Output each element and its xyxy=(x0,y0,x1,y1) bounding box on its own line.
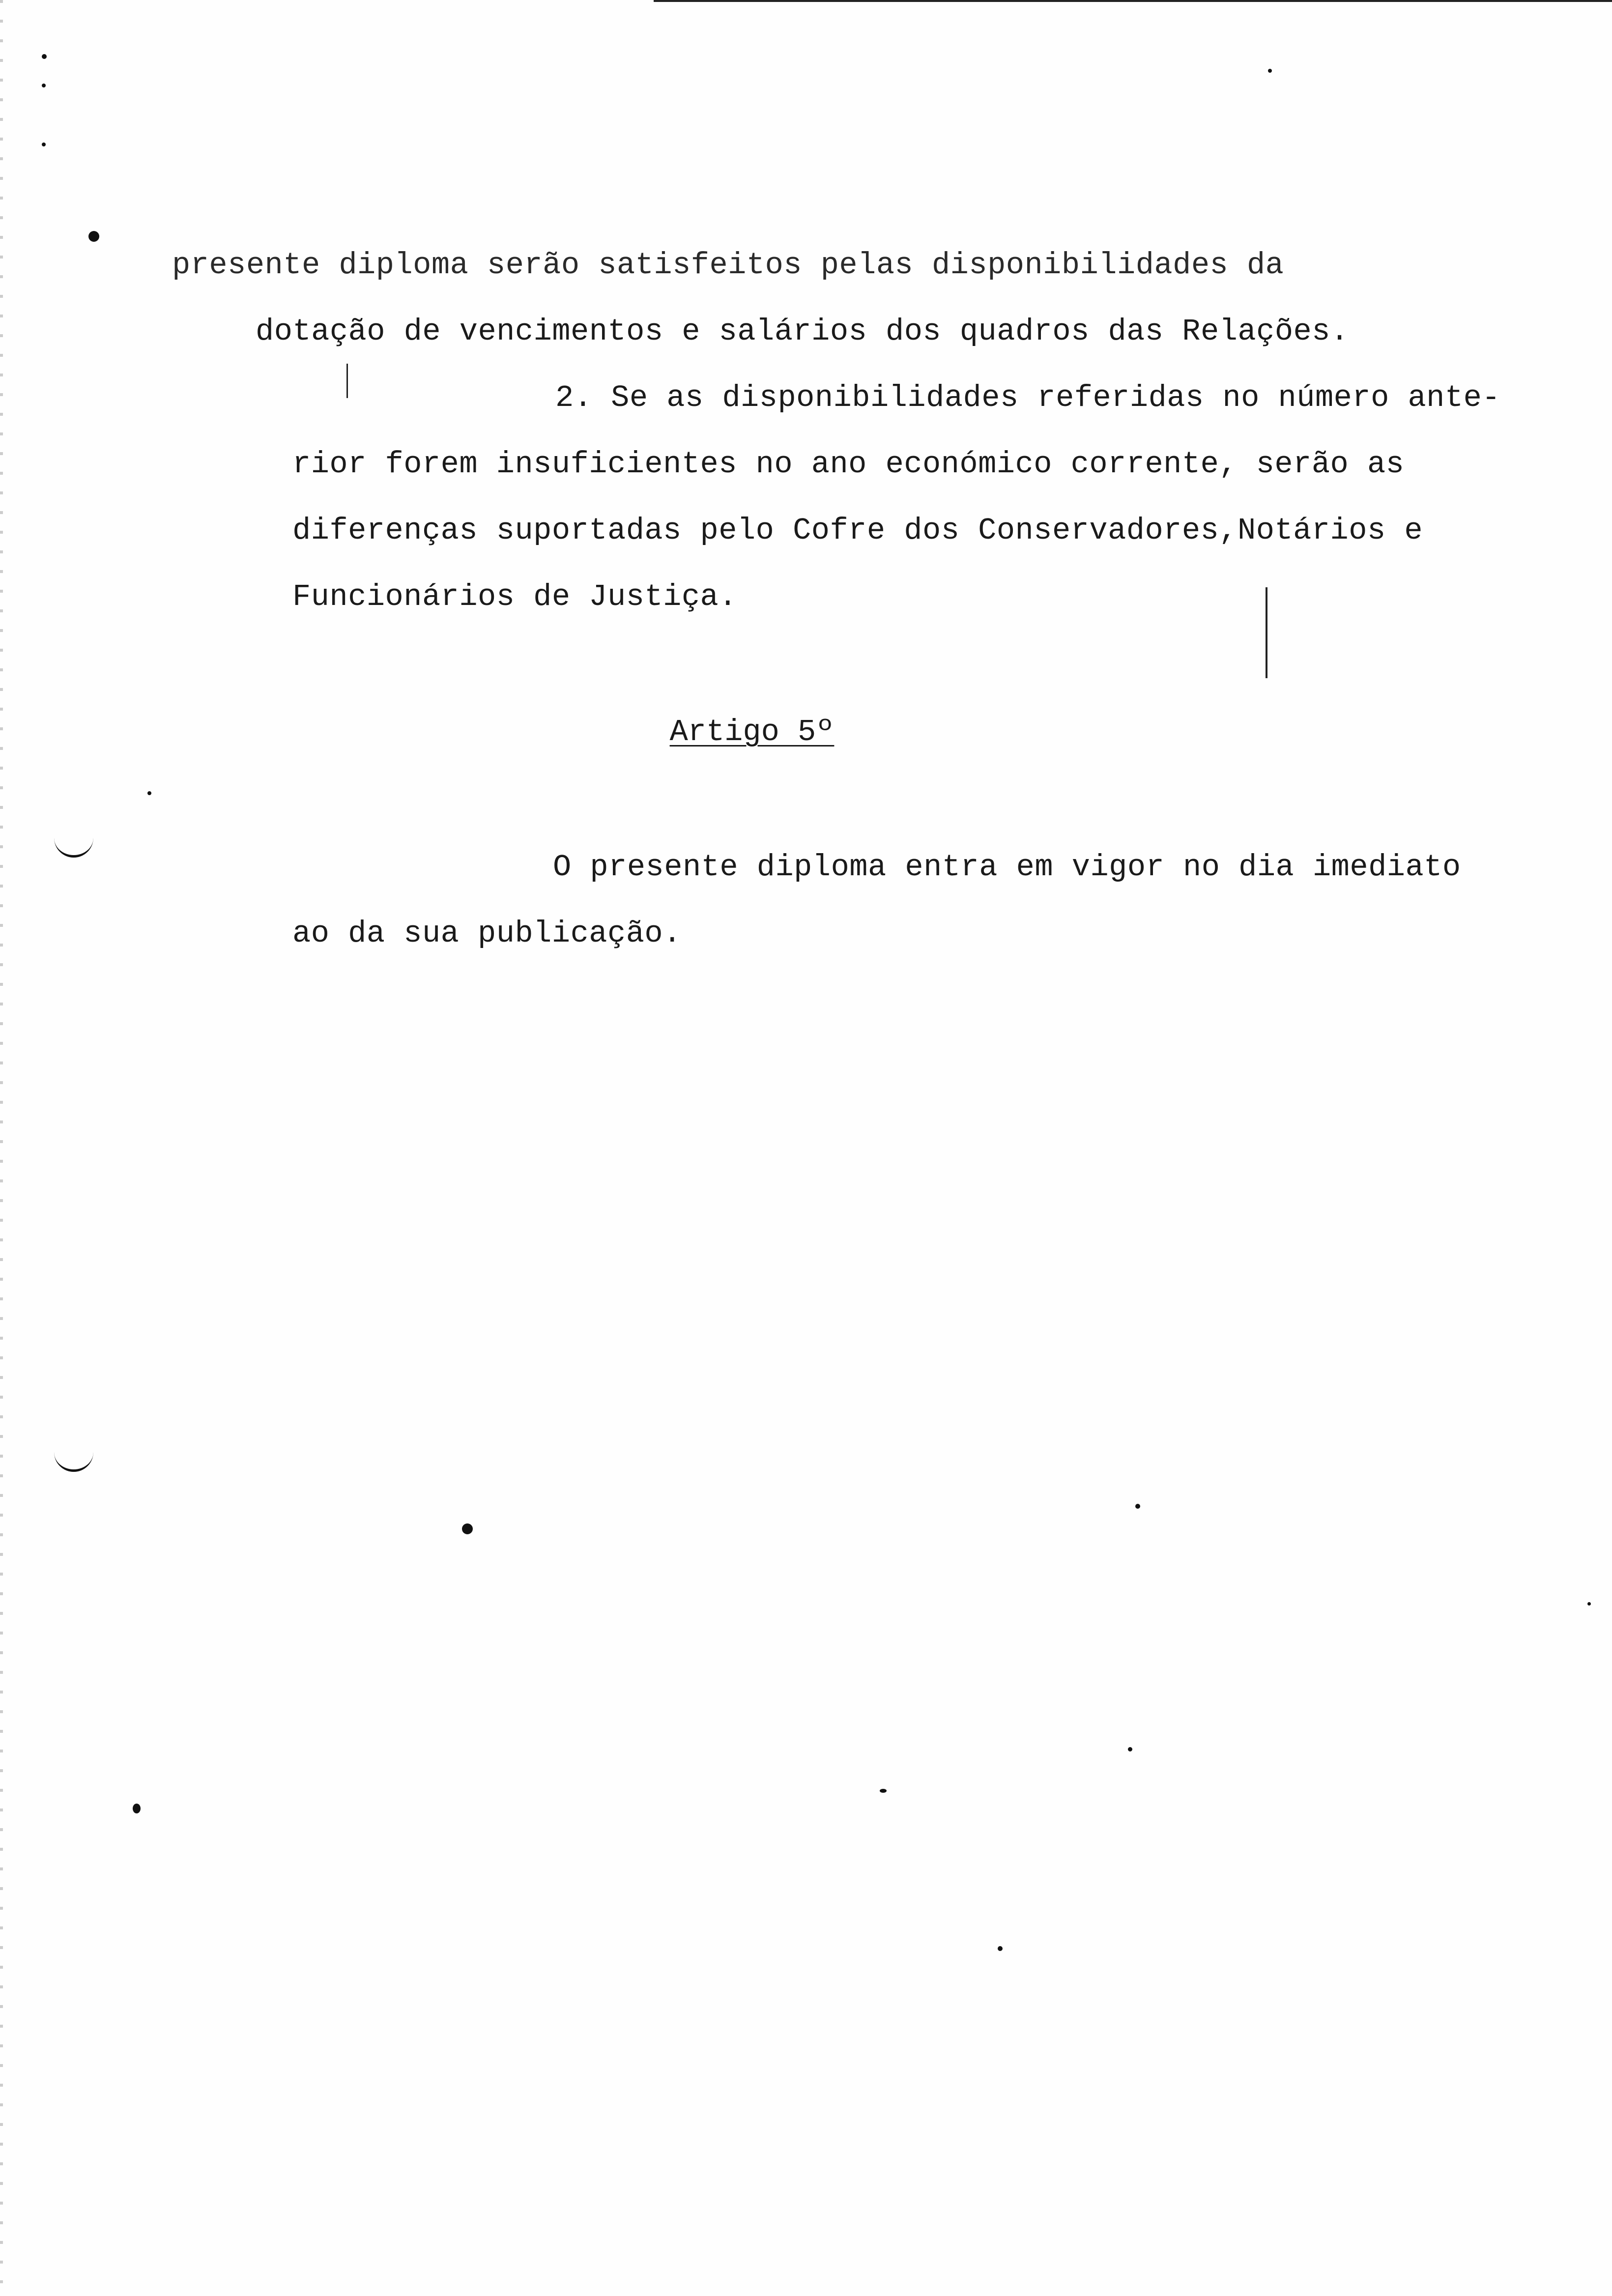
scan-speck xyxy=(1128,1747,1132,1751)
scan-speck xyxy=(880,1789,887,1793)
paragraph-line-2: dotação de vencimentos e salários dos quadros das Relações. xyxy=(256,314,1349,349)
scan-speck xyxy=(998,1946,1003,1951)
paragraph-line-6: Funcionários de Justiça. xyxy=(292,579,737,614)
article-heading-text: Artigo 5º xyxy=(669,715,835,749)
scan-speck xyxy=(462,1523,473,1534)
scan-edge-mark xyxy=(54,835,93,858)
scan-speck xyxy=(1268,69,1272,73)
scan-vertical-mark xyxy=(1266,587,1267,678)
article-line-2: ao da sua publicação. xyxy=(292,916,682,951)
scan-speck xyxy=(147,791,151,795)
scan-speck xyxy=(42,84,46,87)
paragraph-line-3: 2. Se as disponibilidades referidas no número ante- xyxy=(555,380,1501,415)
scan-vertical-mark xyxy=(346,364,348,398)
left-edge-artifact xyxy=(0,0,3,2296)
article-line-1: O presente diploma entra em vigor no dia imediato xyxy=(553,850,1461,885)
scan-edge-mark xyxy=(54,1450,93,1472)
paragraph-line-1: presente diploma serão satisfeitos pelas disponibilidades da xyxy=(172,248,1284,283)
top-border-rule xyxy=(654,0,1612,2)
paragraph-line-4: rior forem insuficientes no ano económico corrente, serão as xyxy=(292,447,1405,482)
scan-speck xyxy=(1587,1602,1591,1606)
scan-speck xyxy=(1135,1504,1140,1509)
article-heading xyxy=(0,713,1504,752)
scan-speck xyxy=(88,231,99,242)
scan-speck xyxy=(42,54,47,59)
paragraph-line-5: diferenças suportadas pelo Cofre dos Conservadores,Notários e xyxy=(292,513,1423,548)
scan-speck xyxy=(133,1804,141,1813)
scan-speck xyxy=(42,143,46,146)
